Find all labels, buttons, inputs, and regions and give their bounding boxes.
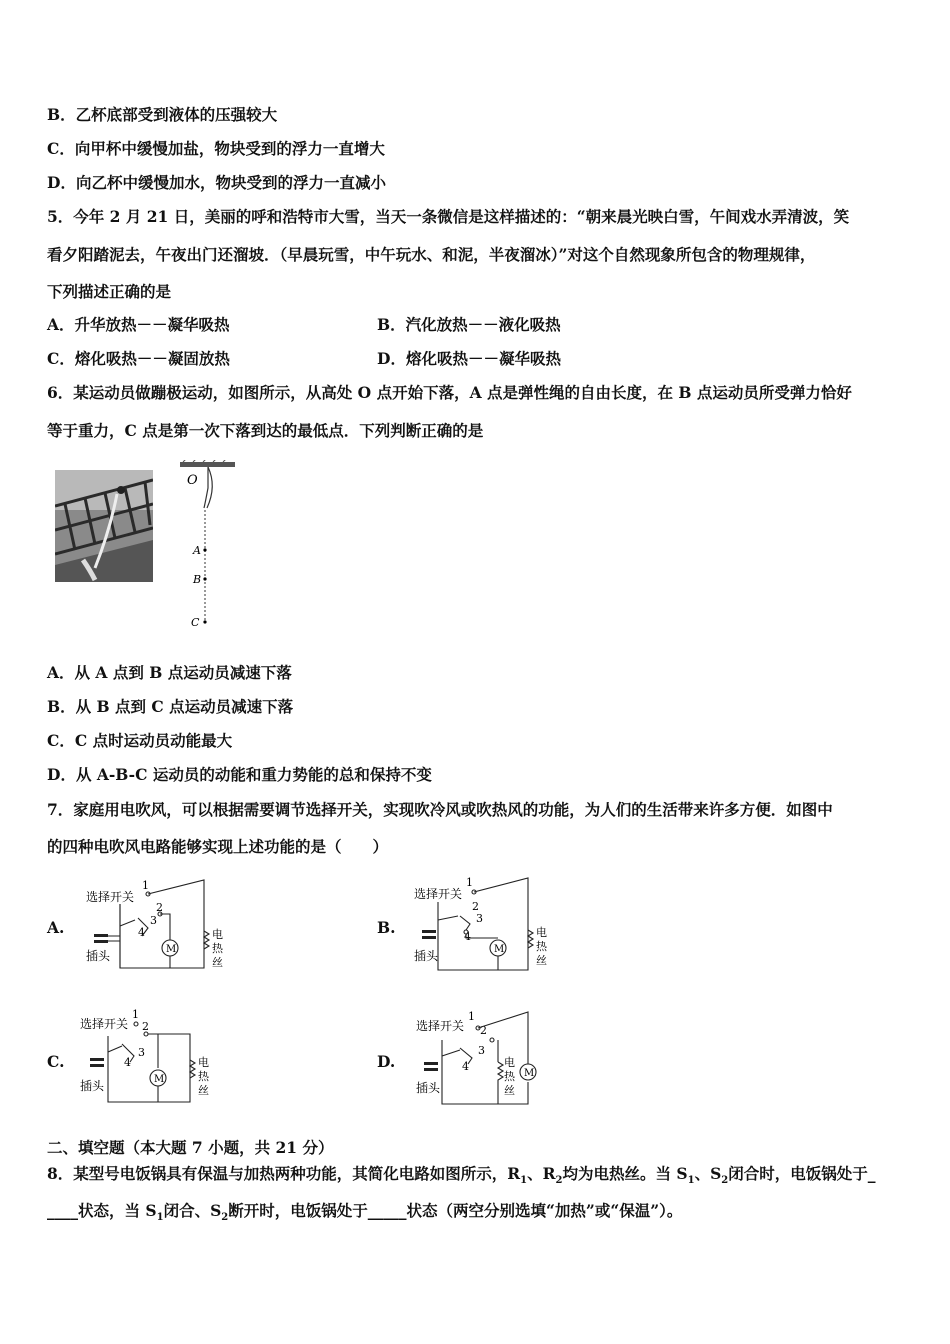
point-a-label: A — [193, 544, 201, 557]
point-o-label: O — [187, 473, 198, 488]
q8-stem-line2: ____状态，当 $S_1$闭合、$S_2$断开时，电饭锅处于_____状态（两空分别选填“加热”或“保温”）。 — [47, 1201, 683, 1224]
q7-stem-line2: 的四种电吹风电路能够实现上述功能的是（ ） — [47, 837, 389, 856]
q7-stem-line1: 7．家庭用电吹风，可以根据需要调节选择开关，实现吹冷风或吹热风的功能，为人们的生活带来许多方便．如图中 — [47, 800, 833, 819]
terminal-1-label: 1 — [468, 1010, 475, 1023]
terminal-2-label: 2 — [142, 1020, 149, 1033]
terminal-1-label: 1 — [466, 876, 473, 889]
terminal-3-label: 3 — [138, 1046, 145, 1059]
bungee-diagram — [175, 460, 245, 632]
switch-label: 选择开关 — [86, 890, 135, 904]
point-b-label: B — [193, 573, 202, 586]
q7-label-c: C. — [47, 1052, 65, 1071]
terminal-2-label: 2 — [156, 901, 163, 914]
heater-label-1: 电 — [536, 926, 547, 939]
q8-stem-line1: 8．某型号电饭锅具有保温与加热两种功能，其简化电路如图所示，$R_1$、$R_2$均为电热丝。当 $S_1$、$S_2$闭合时，电饭锅处于_ — [47, 1164, 876, 1187]
circuit-a — [80, 876, 240, 972]
switch-label: 选择开关 — [414, 887, 463, 901]
circuit-d — [412, 1006, 562, 1106]
terminal-4-label: 4 — [462, 1060, 469, 1073]
circuit-c — [78, 1006, 228, 1106]
q6-option-a: A．从 A 点到 B 点运动员减速下落 — [47, 663, 292, 682]
heater-label-1: 电 — [212, 928, 223, 941]
q5-option-a: A．升华放热－－凝华吸热 — [47, 315, 230, 334]
heater-label-3: 丝 — [212, 956, 223, 969]
heater-label-1: 电 — [504, 1056, 515, 1069]
heater-label-1: 电 — [198, 1056, 209, 1069]
terminal-1-label: 1 — [142, 879, 149, 892]
point-c-label: C — [191, 616, 200, 629]
section-title: 二、填空题（本大题 7 小题，共 21 分） — [47, 1138, 334, 1157]
circuit-b — [408, 872, 568, 972]
q7-label-a: A. — [47, 918, 65, 937]
q7-label-d: D. — [377, 1052, 396, 1071]
terminal-1-label: 1 — [132, 1008, 139, 1021]
q4-option-d: D．向乙杯中缓慢加水，物块受到的浮力一直减小 — [47, 173, 386, 192]
switch-label: 选择开关 — [416, 1019, 465, 1033]
q6-option-b: B．从 B 点到 C 点运动员减速下落 — [47, 697, 294, 716]
switch-label: 选择开关 — [80, 1017, 129, 1031]
terminal-3-label: 3 — [476, 912, 483, 925]
q6-stem-line1: 6．某运动员做蹦极运动，如图所示，从高处 O 点开始下落，A 点是弹性绳的自由长度，在 B 点运动员所受弹力恰好 — [47, 383, 852, 402]
terminal-2-label: 2 — [480, 1024, 487, 1037]
plug-label: 插头 — [414, 949, 439, 963]
terminal-2-label: 2 — [472, 900, 479, 913]
heater-label-3: 丝 — [198, 1084, 209, 1097]
heater-label-2: 热 — [504, 1070, 515, 1083]
q6-option-c: C．C 点时运动员动能最大 — [47, 731, 233, 750]
terminal-4-label: 4 — [124, 1056, 131, 1069]
q6-stem-line2: 等于重力，C 点是第一次下落到达的最低点．下列判断正确的是 — [47, 421, 484, 440]
motor-label: M — [524, 1068, 535, 1079]
q4-option-b: B．乙杯底部受到液体的压强较大 — [47, 105, 278, 124]
terminal-3-label: 3 — [150, 914, 157, 927]
q5-stem-line3: 下列描述正确的是 — [47, 282, 172, 301]
terminal-4-label: 4 — [464, 930, 471, 943]
q4-option-c: C．向甲杯中缓慢加盐，物块受到的浮力一直增大 — [47, 139, 385, 158]
motor-label: M — [154, 1074, 165, 1085]
motor-label: M — [494, 944, 505, 955]
heater-label-2: 热 — [212, 942, 223, 955]
heater-label-3: 丝 — [536, 954, 547, 967]
q5-option-c: C．熔化吸热－－凝固放热 — [47, 349, 230, 368]
plug-label: 插头 — [416, 1081, 441, 1095]
bungee-photo — [55, 470, 153, 582]
plug-label: 插头 — [80, 1079, 105, 1093]
q7-label-b: B. — [377, 918, 396, 937]
plug-label: 插头 — [86, 949, 111, 963]
terminal-3-label: 3 — [478, 1044, 485, 1057]
q5-option-b: B．汽化放热－－液化吸热 — [377, 315, 561, 334]
q5-option-d: D．熔化吸热－－凝华吸热 — [377, 349, 561, 368]
heater-label-2: 热 — [198, 1070, 209, 1083]
q5-stem-line2: 看夕阳踏泥去，午夜出门还溜坡．（早晨玩雪，中午玩水、和泥，半夜溜冰）”对这个自然现象所包含的物理规律， — [47, 245, 816, 264]
heater-label-3: 丝 — [504, 1084, 515, 1097]
heater-label-2: 热 — [536, 940, 547, 953]
q5-stem-line1: 5．今年 2 月 21 日，美丽的呼和浩特市大雪，当天一条微信是这样描述的：“朝来晨光映白雪，午间戏水弄清波，笑 — [47, 207, 850, 226]
motor-label: M — [166, 944, 177, 955]
terminal-4-label: 4 — [138, 926, 145, 939]
q6-option-d: D．从 A-B-C 运动员的动能和重力势能的总和保持不变 — [47, 765, 432, 784]
